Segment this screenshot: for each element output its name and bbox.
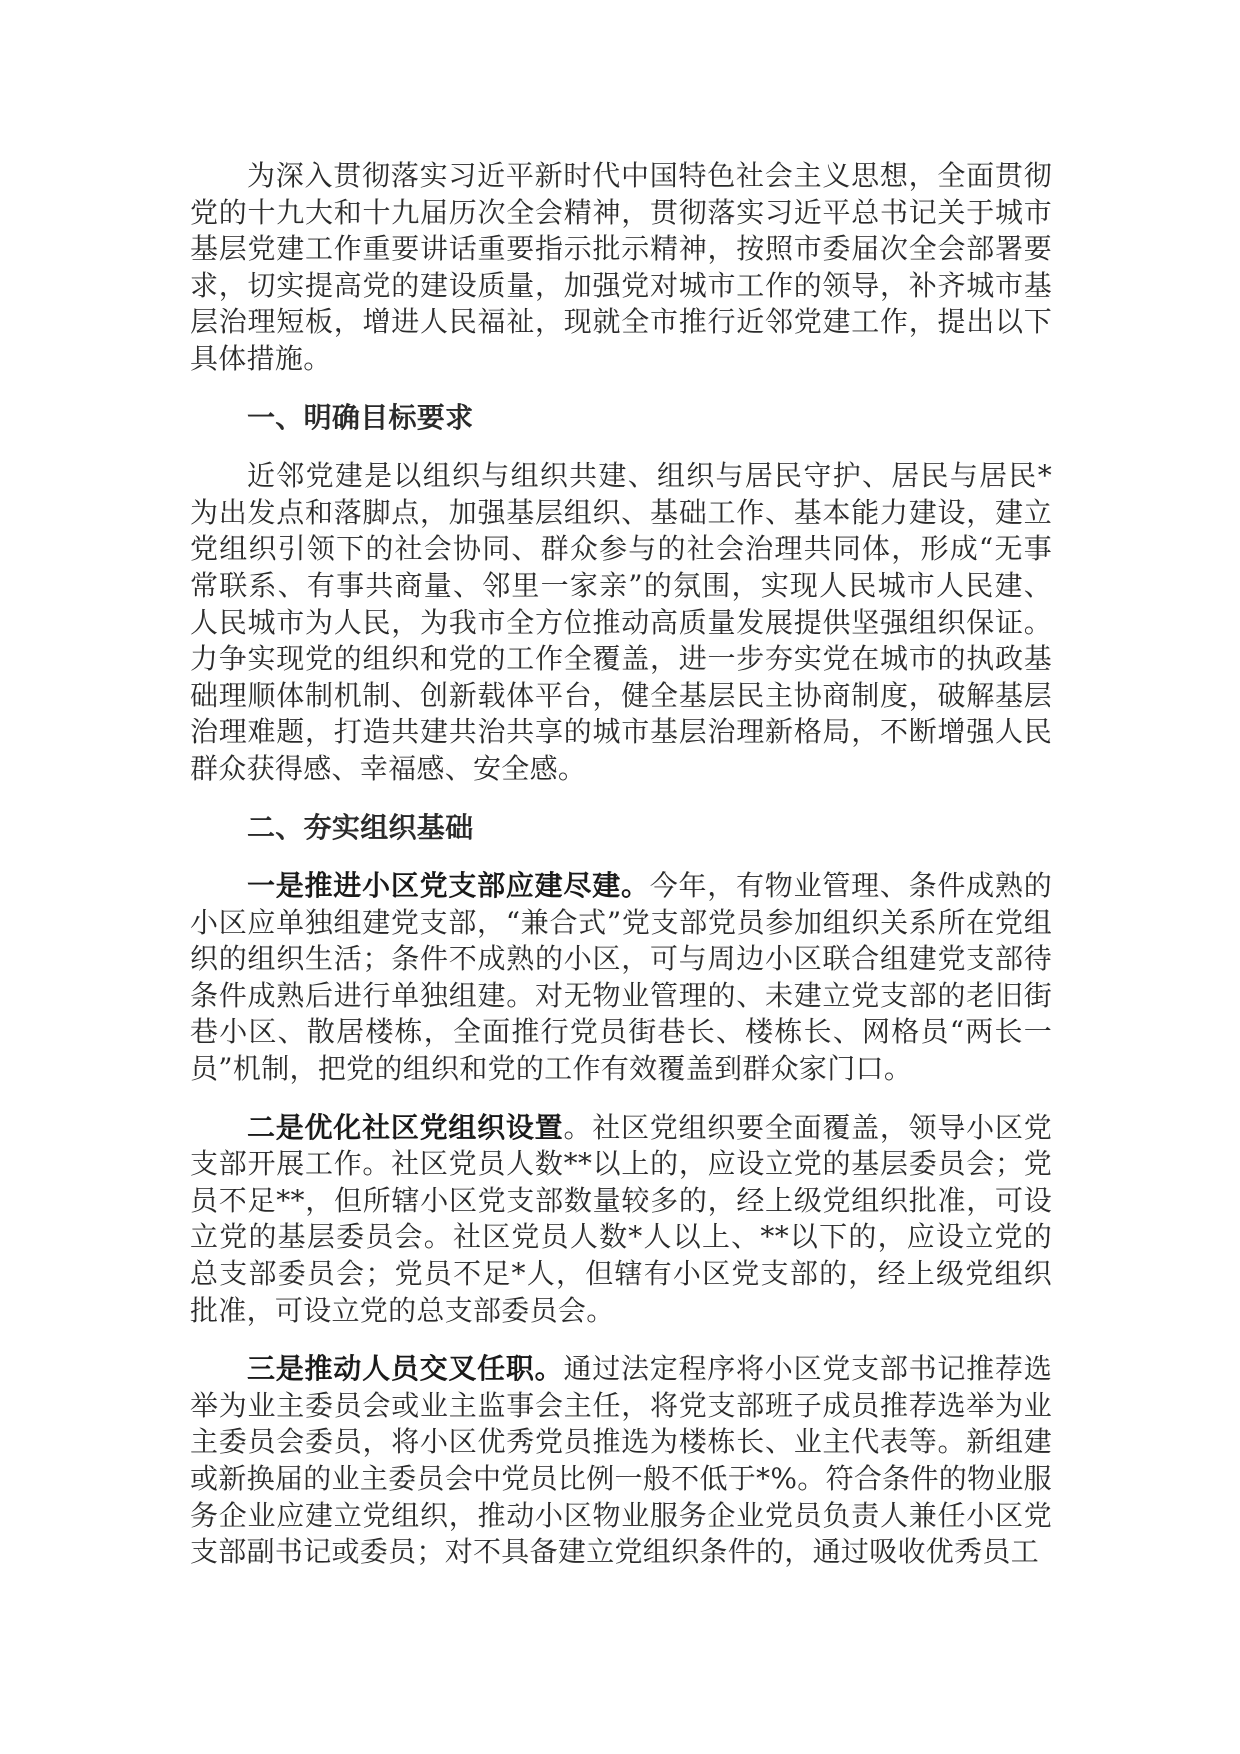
intro-paragraph: 为深入贯彻落实习近平新时代中国特色社会主义思想，全面贯彻党的十九大和十九届历次全会精神，贯彻落实习近平总书记关于城市基层党建工作重要讲话重要指示批示精神，按照市委届次全会部署要求，切实提高党的建设质量，加强党对城市工作的领导，补齐城市基层治理短板，增进人民福祉，现就全市推行近邻党建工作，提出以下具体措施。 xyxy=(190,159,1052,375)
measure-body-3: 通过法定程序将小区党支部书记推荐选举为业主委员会或业主监事会主任，将党支部班子成员推荐选举为业主委员会委员，将小区优秀党员推选为楼栋长、业主代表等。新组建或新换届的业主委员会中党员比例一般不低于*%。符合条件的物业服务企业应建立党组织，推动小区物业服务企业党员负责人兼任小区党支部副书记或委员；对不具备建立党组织条件的，通过吸收优秀员工 xyxy=(190,1352,1052,1569)
section-heading-1: 一、明确目标要求 xyxy=(247,400,474,434)
measure-paragraph-2 xyxy=(190,1110,1052,1330)
section-heading-2: 二、夯实组织基础 xyxy=(247,810,474,844)
measure-paragraph-3 xyxy=(190,1351,1052,1571)
section-1-paragraph: 近邻党建是以组织与组织共建、组织与居民守护、居民与居民*为出发点和落脚点，加强基层组织、基础工作、基本能力建设，建立党组织引领下的社会协同、群众参与的社会治理共同体，形成“无事常联系、有事共商量、邻里一家亲”的氛围，实现人民城市人民建、人民城市为人民，为我市全方位推动高质量发展提供坚强组织保证。力争实现党的组织和党的工作全覆盖，进一步夯实党在城市的执政基础理顺体制机制、创新载体平台，健全基层民主协商制度，破解基层治理难题，打造共建共治共享的城市基层治理新格局，不断增强人民群众获得感、幸福感、安全感。 xyxy=(190,459,1052,785)
document-page xyxy=(190,158,1052,1593)
measure-paragraph-1 xyxy=(190,868,1052,1088)
measure-lead-3: 三是推动人员交叉任职。 xyxy=(247,1352,564,1386)
measure-lead-2: 二是优化社区党组织设置 xyxy=(247,1110,564,1144)
measure-body-2: 。社区党组织要全面覆盖，领导小区党支部开展工作。社区党员人数**以上的，应设立党的基层委员会；党员不足**，但所辖小区党支部数量较多的，经上级党组织批准，可设立党的基层委员会。社区党员人数*人以上、**以下的，应设立党的总支部委员会；党员不足*人，但辖有小区党支部的，经上级党组织批准，可设立党的总支部委员会。 xyxy=(190,1110,1052,1327)
measure-lead-1: 一是推进小区党支部应建尽建。 xyxy=(247,869,650,903)
measure-body-1: 今年，有物业管理、条件成熟的小区应单独组建党支部，“兼合式”党支部党员参加组织关系所在党组织的组织生活；条件不成熟的小区，可与周边小区联合组建党支部待条件成熟后进行单独组建。对无物业管理的、未建立党支部的老旧街巷小区、散居楼栋，全面推行党员街巷长、楼栋长、网格员“两长一员”机制，把党的组织和党的工作有效覆盖到群众家门口。 xyxy=(190,869,1052,1086)
